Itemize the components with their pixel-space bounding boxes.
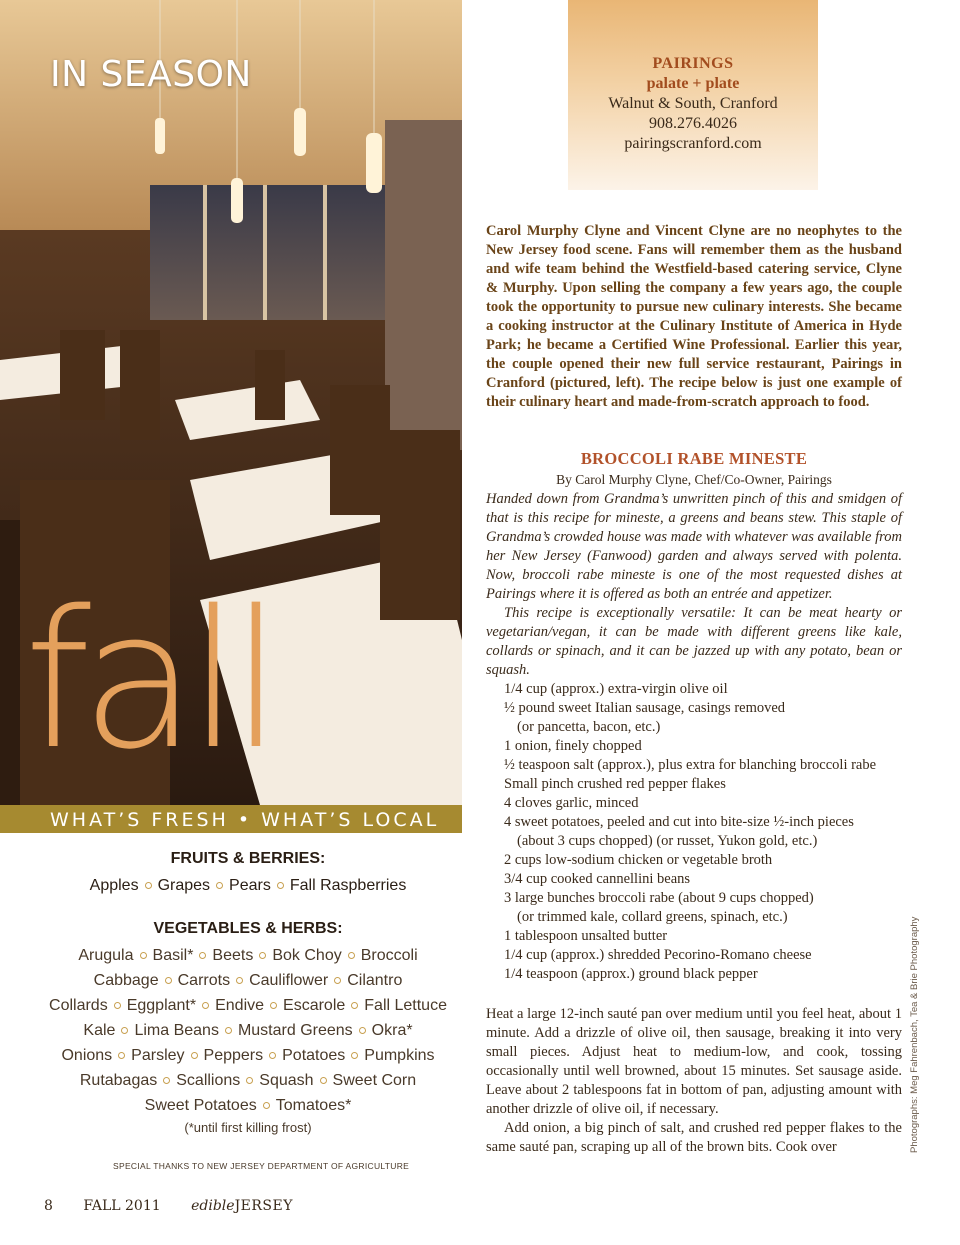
issue-label: FALL 2011 [83, 1198, 161, 1214]
produce-line [28, 993, 468, 1018]
produce-item: Tomatoes* [275, 1097, 352, 1114]
produce-item: Okra* [371, 1022, 413, 1039]
produce-item: Mustard Greens [237, 1022, 353, 1039]
bullet-icon [140, 952, 147, 959]
restaurant-info-box [568, 0, 818, 190]
ingredient-item: ½ pound sweet Italian sausage, casings removed [504, 700, 786, 716]
produce-line [28, 1043, 468, 1068]
fruits-heading: FRUITS & BERRIES: [170, 850, 326, 867]
page-number: 8 [44, 1198, 53, 1214]
bullet-icon [270, 1002, 277, 1009]
produce-item: Peppers [203, 1047, 264, 1064]
produce-item: Apples [89, 877, 139, 894]
ingredient-item: 4 cloves garlic, minced [504, 795, 639, 811]
bullet-icon [145, 882, 152, 889]
bullet-icon [351, 1052, 358, 1059]
produce-line [28, 873, 468, 898]
produce-item: Carrots [177, 972, 231, 989]
method-paragraph-2: Add onion, a big pinch of salt, and crushed red pepper flakes to the same sauté pan, scraping up all of the brown bits. Cook over [486, 1120, 902, 1155]
ingredient-item: 1 tablespoon unsalted butter [504, 928, 668, 944]
produce-item: Grapes [157, 877, 211, 894]
ingredient-item: 1/4 cup (approx.) extra-virgin olive oil [504, 681, 728, 697]
recipe-title: BROCCOLI RABE MINESTE [580, 449, 808, 468]
produce-item: Rutabagas [79, 1072, 158, 1089]
bullet-icon [351, 1002, 358, 1009]
produce-item: Potatoes [282, 1047, 346, 1064]
produce-item: Sweet Corn [332, 1072, 417, 1089]
ingredient-note: (or pancetta, bacon, etc.) [517, 719, 661, 735]
restaurant-tagline: palate + plate [646, 75, 740, 92]
agriculture-thanks: SPECIAL THANKS TO NEW JERSEY DEPARTMENT OF AGRICULTURE [113, 1161, 410, 1171]
produce-item: Squash [259, 1072, 314, 1089]
produce-item: Escarole [283, 997, 346, 1014]
fall-headline: fall [24, 570, 273, 791]
brand-edible: edible [191, 1198, 235, 1214]
bullet-icon [114, 1002, 121, 1009]
recipe-headnote [486, 490, 902, 680]
produce-item: Arugula [78, 947, 134, 964]
produce-item: Onions [61, 1047, 113, 1064]
ingredient-item: Small pinch crushed red pepper flakes [504, 776, 726, 792]
bullet-icon [199, 952, 206, 959]
produce-item: Cilantro [347, 972, 403, 989]
bullet-icon [263, 1102, 270, 1109]
restaurant-phone: 908.276.4026 [649, 115, 737, 132]
produce-item: Pumpkins [364, 1047, 435, 1064]
produce-item: Beets [212, 947, 254, 964]
headnote-paragraph-2: This recipe is exceptionally versatile: It can be meat hearty or vegetarian/vegan, it can be made with different greens like kale, collards or spinach, and it can be jazzed up with any potato, bean or squash. [486, 605, 902, 678]
recipe-byline: By Carol Murphy Clyne, Chef/Co-Owner, Pairings [556, 472, 832, 487]
ingredient-item: 1/4 teaspoon (approx.) ground black pepper [504, 966, 758, 982]
restaurant-name: PAIRINGS [652, 55, 734, 72]
produce-item: Scallions [176, 1072, 241, 1089]
produce-item: Pears [229, 877, 271, 894]
produce-item: Fall Lettuce [364, 997, 447, 1014]
recipe-method [486, 1005, 902, 1157]
produce-item: Endive [215, 997, 265, 1014]
produce-item: Bok Choy [272, 947, 342, 964]
bullet-icon [216, 882, 223, 889]
produce-item: Cabbage [93, 972, 159, 989]
produce-line [28, 1018, 468, 1043]
bullet-icon [118, 1052, 125, 1059]
ingredient-item: 3 large bunches broccoli rabe (about 9 cups chopped) [504, 890, 814, 906]
bullet-icon [259, 952, 266, 959]
bullet-icon [163, 1077, 170, 1084]
fruits-lines [28, 873, 468, 898]
ingredient-note: (or trimmed kale, collard greens, spinach, etc.) [517, 909, 788, 925]
produce-line [28, 1068, 468, 1093]
produce-item: Basil* [152, 947, 194, 964]
bullet-icon [121, 1027, 128, 1034]
bullet-icon [236, 977, 243, 984]
bullet-icon [334, 977, 341, 984]
vegetables-heading: VEGETABLES & HERBS: [153, 920, 343, 937]
ingredient-list [504, 680, 904, 984]
ingredient-item: 1/4 cup (approx.) shredded Pecorino-Romano cheese [504, 947, 812, 963]
ingredient-item: ½ teaspoon salt (approx.), plus extra for blanching broccoli rabe [504, 757, 877, 773]
frost-footnote: (*until first killing frost) [184, 1120, 312, 1135]
produce-item: Collards [49, 997, 108, 1014]
ingredient-item: 1 onion, finely chopped [504, 738, 642, 754]
brand-jersey: JERSEY [234, 1198, 293, 1214]
page-footer [44, 1198, 319, 1214]
ingredient-item: 4 sweet potatoes, peeled and cut into bite-size ½-inch pieces [504, 814, 854, 830]
restaurant-address: Walnut & South, Cranford [608, 95, 778, 112]
produce-item: Eggplant* [126, 997, 197, 1014]
bullet-icon [165, 977, 172, 984]
produce-line [28, 943, 468, 968]
produce-item: Lima Beans [134, 1022, 219, 1039]
bullet-icon [269, 1052, 276, 1059]
headnote-paragraph-1: Handed down from Grandma’s unwritten pinch of this and smidgen of that is this recipe for mineste, a greens and beans stew. This staple of Grandma’s crowded house was made with whatever was available from her New Jersey (Fanwood) garden and always served with polenta. Now, broccoli rabe mineste is one of the most requested dishes at Pairings where it is offered as both an entrée and appetizer. [486, 491, 902, 602]
produce-line [28, 968, 468, 993]
produce-line [28, 1093, 468, 1118]
bullet-icon [246, 1077, 253, 1084]
produce-item: Sweet Potatoes [144, 1097, 257, 1114]
produce-item: Broccoli [360, 947, 418, 964]
ingredient-item: 2 cups low-sodium chicken or vegetable broth [504, 852, 773, 868]
method-paragraph-1: Heat a large 12-inch sauté pan over medium until you feel heat, about 1 minute. Add a drizzle of olive oil, then sausage, breaking it into very small pieces. Adjust heat to medium-low, and cook, tossing occasionally until well browned, about 15 minutes. Set sausage aside. Leave about 2 tablespoons fat in bottom of pan, adjusting amount with another drizzle of olive oil, if necessary. [486, 1006, 902, 1117]
ingredient-item: 3/4 cup cooked cannellini beans [504, 871, 691, 887]
magazine-brand [191, 1198, 293, 1214]
bullet-icon [348, 952, 355, 959]
restaurant-photo [0, 0, 462, 805]
ingredient-note: (about 3 cups chopped) (or russet, Yukon gold, etc.) [517, 833, 818, 849]
restaurant-website[interactable]: pairingscranford.com [624, 135, 762, 152]
photo-credit: Photographs: Meg Fahrenbach, Tea & Brie Photography [909, 916, 920, 1153]
produce-item: Fall Raspberries [289, 877, 407, 894]
vegetables-lines [28, 943, 468, 1118]
produce-item: Parsley [131, 1047, 185, 1064]
produce-item: Kale [83, 1022, 116, 1039]
section-title: IN SEASON [50, 54, 252, 95]
fresh-local-banner: WHAT’S FRESH • WHAT’S LOCAL [0, 805, 462, 833]
intro-paragraph: Carol Murphy Clyne and Vincent Clyne are no neophytes to the New Jersey food scene. Fans will remember them as the husband and wife team behind the Westfield-based catering service, Clyne & Murphy. Upon selling the company a few years ago, the couple took the opportunity to pursue new culinary interests. She became a cooking instructor at the Culinary Institute of America in Hyde Park; he became a Certified Wine Professional. Earlier this year, the couple opened their new full service restaurant, Pairings in Cranford (pictured, left). The recipe below is just one example of their culinary heart and made-from-scratch approach to food. [486, 223, 902, 410]
bullet-icon [320, 1077, 327, 1084]
produce-item: Cauliflower [249, 972, 329, 989]
bullet-icon [277, 882, 284, 889]
bullet-icon [202, 1002, 209, 1009]
produce-list [28, 850, 468, 1135]
bullet-icon [359, 1027, 366, 1034]
bullet-icon [191, 1052, 198, 1059]
bullet-icon [225, 1027, 232, 1034]
